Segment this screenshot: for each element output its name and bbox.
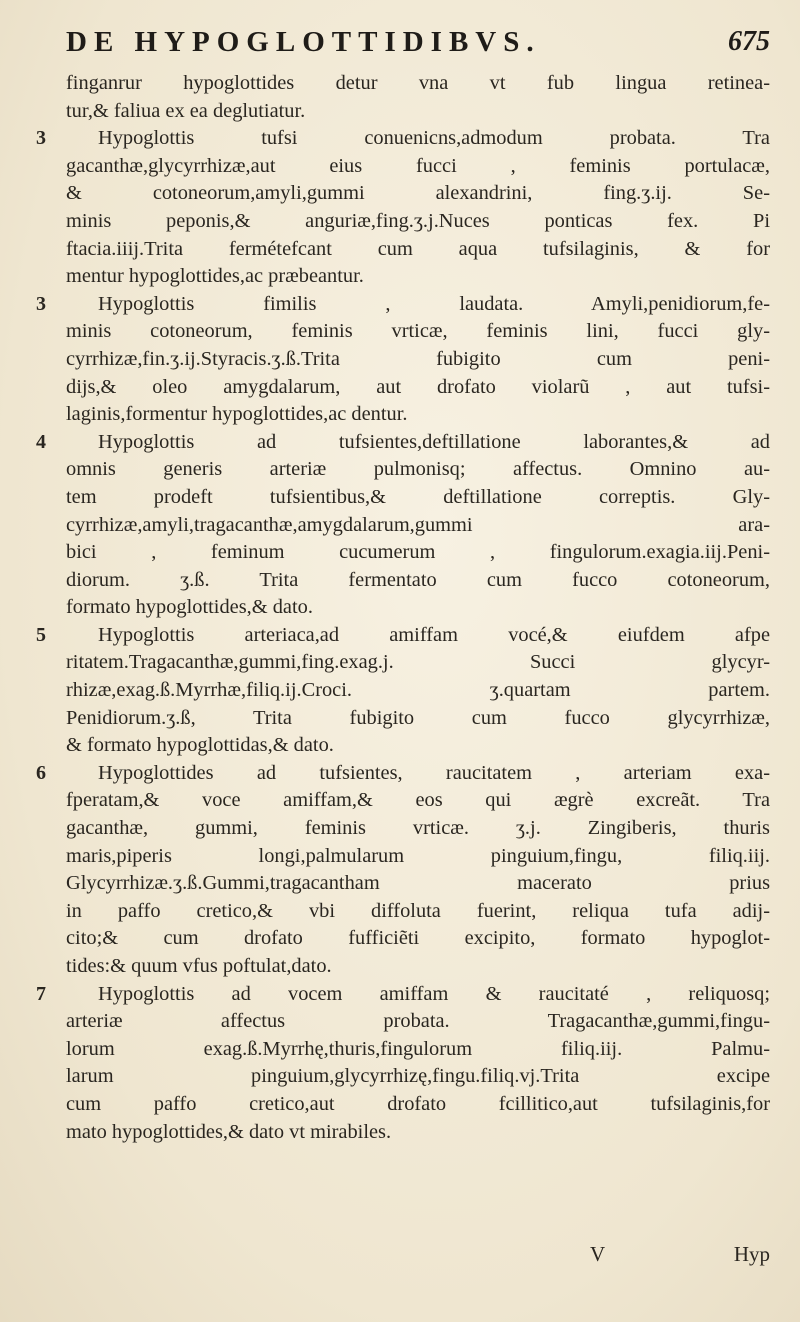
text-line: in paffo cretico,& vbi diffoluta fuerint, reliqua tufa adij- <box>66 899 770 922</box>
text-line: fperatam,& voce amiffam,& eos qui ægrè excreãt. Tra <box>66 789 770 812</box>
text-line: Hypoglottis fimilis , laudata. Amyli,penidiorum,fe- <box>98 292 770 315</box>
paragraph-number: 3 <box>36 292 46 315</box>
text-line: mato hypoglottides,& dato vt mirabiles. <box>66 1120 392 1143</box>
text-line: maris,piperis longi,palmularum pinguium,fingu, filiq.iij. <box>66 844 770 867</box>
page-number: 675 <box>728 26 770 57</box>
text-line: ritatem.Tragacanthæ,gummi,fing.exag.j. Succi glycyr- <box>66 651 770 674</box>
text-line: cum paffo cretico,aut drofato fcillitico,aut tufsilaginis,for <box>66 1092 770 1115</box>
text-line: ftacia.iiij.Trita fermétefcant cum aqua tufsilaginis, & for <box>66 237 770 260</box>
recipe-paragraph <box>36 760 770 981</box>
paragraph-number: 5 <box>36 623 46 646</box>
text-line: rhizæ,exag.ß.Myrrhæ,filiq.ij.Croci. ʒ.quartam partem. <box>66 679 770 702</box>
text-line: & formato hypoglottidas,& dato. <box>66 734 334 757</box>
recipe-paragraph <box>36 981 770 1147</box>
text-line: laginis,formentur hypoglottides,ac dentur. <box>66 403 408 426</box>
recipe-paragraph <box>36 291 770 429</box>
text-line: Glycyrrhizæ.ʒ.ß.Gummi,tragacantham macerato prius <box>66 872 770 895</box>
paragraph-number: 7 <box>36 982 46 1005</box>
running-header <box>66 22 770 62</box>
text-line: cyrrhizæ,fin.ʒ.ij.Styracis.ʒ.ß.Trita fubigito cum peni- <box>66 347 770 370</box>
text-line: dijs,& oleo amygdalarum, aut drofato violarũ , aut tufsi- <box>66 375 770 398</box>
running-title: DE HYPOGLOTTIDIBVS. <box>66 26 541 58</box>
text-line: & cotoneorum,amyli,gummi alexandrini, fing.ʒ.ij. Se- <box>66 182 770 205</box>
text-line: arteriæ affectus probata. Tragacanthæ,gummi,fingu- <box>66 1010 770 1033</box>
text-line: minis peponis,& anguriæ,fing.ʒ.j.Nuces ponticas fex. Pi <box>66 209 770 232</box>
text-line: Hypoglottis arteriaca,ad amiffam vocé,& eiufdem afpe <box>98 623 770 646</box>
text-line: cyrrhizæ,amyli,tragacanthæ,amygdalarum,gummi ara- <box>66 513 770 536</box>
intro-paragraph <box>66 70 770 125</box>
recipe-paragraph <box>36 622 770 760</box>
text-line: larum pinguium,glycyrrhizę,fingu.filiq.vj.Trita excipe <box>66 1065 770 1088</box>
paragraph-number: 6 <box>36 761 46 784</box>
text-line: gacanthæ,glycyrrhizæ,aut eius fucci , feminis portulacæ, <box>66 154 770 177</box>
catchword: Hyp <box>733 1242 770 1266</box>
text-line: finganrur hypoglottides detur vna vt fub lingua retinea- <box>66 72 770 94</box>
paragraph-number: 3 <box>36 127 46 150</box>
text-body <box>36 70 770 1146</box>
text-line: diorum. ʒ.ß. Trita fermentato cum fucco cotoneorum, <box>66 568 770 591</box>
text-line: Hypoglottides ad tufsientes, raucitatem , arteriam exa- <box>98 761 770 784</box>
text-line: Hypoglottis tufsi conuenicns,admodum probata. Tra <box>98 127 770 150</box>
text-line: bici , feminum cucumerum , fingulorum.exagia.iij.Peni- <box>66 541 770 564</box>
signature-mark: V <box>590 1242 606 1266</box>
text-line: Hypoglottis ad vocem amiffam & raucitaté , reliquosq; <box>98 982 770 1005</box>
paragraph-number: 4 <box>36 430 46 453</box>
text-line: minis cotoneorum, feminis vrticæ, feminis lini, fucci gly- <box>66 320 770 343</box>
text-line: formato hypoglottides,& dato. <box>66 596 313 619</box>
text-line: mentur hypoglottides,ac præbeantur. <box>66 265 364 288</box>
text-line: tur,& faliua ex ea deglutiatur. <box>66 99 306 122</box>
recipe-paragraph <box>36 429 770 622</box>
page-footer <box>66 1242 770 1272</box>
text-line: cito;& cum drofato fufficiẽti excipito, formato hypoglot- <box>66 927 770 950</box>
text-line: tem prodeft tufsientibus,& deftillatione correptis. Gly- <box>66 485 770 508</box>
text-line: Penidiorum.ʒ.ß, Trita fubigito cum fucco glycyrrhizæ, <box>66 706 770 729</box>
text-line: tides:& quum vfus poftulat,dato. <box>66 955 332 977</box>
text-line: Hypoglottis ad tufsientes,deftillatione laborantes,& ad <box>98 430 770 453</box>
text-line: lorum exag.ß.Myrrhę,thuris,fingulorum filiq.iij. Palmu- <box>66 1037 770 1060</box>
text-line: gacanthæ, gummi, feminis vrticæ. ʒ.j. Zingiberis, thuris <box>66 817 770 840</box>
recipe-paragraph <box>36 125 770 291</box>
text-line: omnis generis arteriæ pulmonisq; affectus. Omnino au- <box>66 458 770 481</box>
